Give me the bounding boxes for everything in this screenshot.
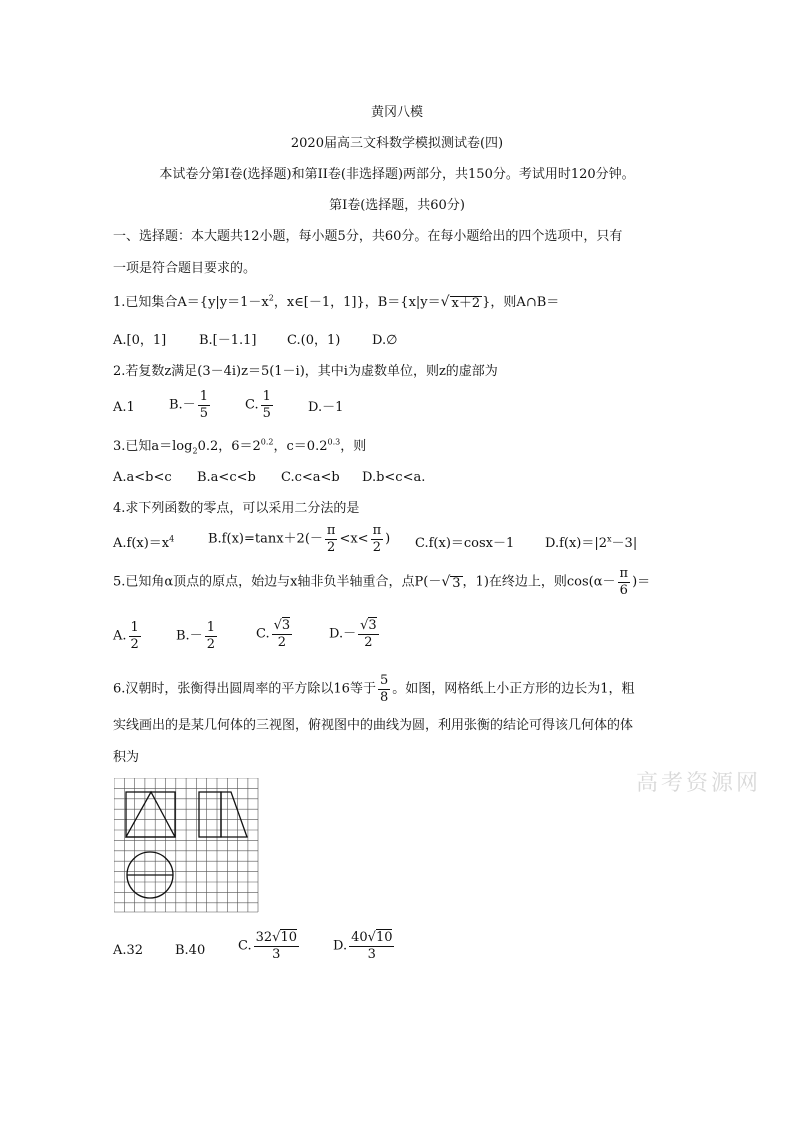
exam-org: 黄冈八模: [370, 105, 423, 120]
q5-stem-part-b: ，1)在终边上，则cos(α－: [462, 574, 616, 590]
q4-option-a-exponent: 4: [169, 534, 175, 544]
q6-option-c: [238, 931, 301, 961]
q5-option-c: [256, 619, 294, 649]
q3-stem-part-d: ，则: [340, 439, 367, 454]
q6-option-d-coefficient: 40: [351, 930, 368, 945]
q1-stem-part-b: ，x∈[－1，1]}，B＝{x|y＝: [273, 295, 441, 310]
fraction-numerator: π: [372, 523, 382, 538]
grid-lines: [114, 778, 258, 912]
q3-log-base: 2: [192, 446, 198, 456]
q6-option-c-coefficient: 32: [255, 930, 273, 945]
q5-option-b-prefix: B.－: [176, 628, 203, 644]
q3-option-a: A.a<b<c: [113, 470, 172, 485]
fraction-denominator: 2: [206, 636, 215, 652]
question-2-stem: 2.若复数z满足(3－4i)z＝5(1－i)，其中i为虚数单位，则z的虚部为: [113, 364, 498, 379]
q6-option-d-prefix: D.: [333, 938, 348, 954]
q3-stem-part-b: 0.2，6＝2: [197, 439, 261, 454]
q5-radical: [441, 575, 462, 590]
fraction-denominator: 2: [372, 539, 381, 555]
q5-option-d-prefix: D.－: [329, 626, 357, 642]
exam-title: 2020届高三文科数学模拟测试卷(四): [290, 136, 504, 151]
fraction-radicand: 3: [281, 618, 291, 633]
q1-radicand: x＋2: [451, 296, 481, 311]
fraction-denominator: 2: [364, 634, 373, 650]
q5-option-c-fraction: [272, 619, 293, 649]
q2-option-b-fraction: [198, 390, 210, 420]
sqrt-sign-icon: √: [441, 573, 451, 590]
q4-option-d: [545, 534, 638, 551]
q1-option-a: A.[0，1]: [113, 333, 167, 348]
q6-option-d-fraction: [349, 931, 394, 961]
fraction-denominator: 5: [199, 405, 208, 421]
fraction-denominator: 3: [367, 946, 376, 962]
q2-option-c-fraction: [261, 390, 273, 420]
fraction-numerator: 5: [379, 673, 389, 688]
fraction-denominator: 2: [327, 539, 336, 555]
q6-option-c-prefix: C.: [238, 938, 252, 954]
q4-option-b: [208, 524, 390, 554]
q6-option-a: A.32: [113, 943, 144, 958]
q3-exponent-1: 0.2: [260, 437, 274, 447]
q1-stem-exponent: 2: [268, 293, 274, 303]
sqrt-sign-icon: √: [273, 618, 282, 633]
fraction-radicand: 10: [375, 930, 393, 945]
question-4-stem: 4.求下列函数的零点，可以采用二分法的是: [113, 501, 360, 516]
question-6-line-3: 积为: [113, 750, 140, 765]
fraction-numerator: [272, 619, 293, 635]
q5-option-b-fraction: [205, 621, 217, 651]
fraction-numerator: 1: [199, 389, 208, 404]
fraction-radicand: 10: [280, 930, 298, 945]
q6-line-1-part-b: 。如图，网格纸上小正方形的边长为1，粗: [392, 681, 635, 697]
fraction-numerator: 1: [206, 620, 215, 635]
q1-stem-part-c: }，则A∩B＝: [482, 295, 560, 310]
question-5-stem: [113, 567, 650, 597]
q4-option-c: C.f(x)＝cosx－1: [415, 536, 515, 551]
fraction-denominator: 6: [619, 582, 628, 598]
question-6-line-2: 实线画出的是某几何体的三视图，俯视图中的曲线为圆，利用张衡的结论可得该几何体的体: [113, 718, 634, 733]
fraction-numerator: [349, 931, 394, 947]
q2-option-a: A.1: [113, 400, 135, 415]
q2-option-d: D.－1: [308, 400, 344, 415]
fraction-numerator: π: [619, 566, 629, 581]
instructions-line-1: 一、选择题：本大题共12小题，每小题5分，共60分。在每小题给出的四个选项中，只有: [113, 229, 623, 244]
q4-option-b-fraction-2: [371, 524, 384, 554]
q6-line-1-part-a: 6.汉朝时，张衡得出圆周率的平方除以16等于: [113, 681, 376, 697]
sqrt-sign-icon: √: [367, 930, 376, 945]
q1-option-c: C.(0，1): [287, 333, 341, 348]
fraction-radicand: 3: [368, 618, 377, 633]
q5-stem-part-a: 5.已知角α顶点的原点，始边与x轴非负半轴重合，点P(－: [113, 574, 442, 590]
q5-option-d: [329, 619, 381, 649]
q3-exponent-2: 0.3: [327, 437, 341, 447]
q6-line-1-fraction: [378, 674, 390, 704]
question-3-stem: [113, 437, 367, 456]
fraction-denominator: 2: [130, 636, 139, 652]
q4-option-d-part-a: D.f(x)＝|2: [545, 536, 608, 551]
fraction-numerator: π: [326, 523, 336, 538]
q1-radical: [441, 295, 483, 310]
q5-option-a-fraction: [129, 621, 141, 651]
sqrt-sign-icon: √: [440, 294, 450, 310]
q4-option-d-part-b: －3|: [611, 536, 638, 551]
fraction-numerator: 1: [262, 389, 271, 404]
q5-stem-part-c: )＝: [632, 574, 651, 590]
q3-option-b: B.a<c<b: [197, 470, 256, 485]
q5-option-a: [113, 621, 143, 651]
q5-stem-fraction: [618, 567, 631, 597]
fraction-denominator: 2: [277, 634, 287, 650]
q2-option-b-prefix: B.－: [169, 397, 196, 413]
fraction-denominator: 5: [262, 405, 271, 421]
q6-option-c-fraction: [254, 931, 299, 961]
q1-option-d: D.∅: [372, 333, 398, 348]
q4-option-b-fraction-1: [325, 524, 338, 554]
fraction-numerator: 1: [130, 620, 139, 635]
q2-option-c-prefix: C.: [245, 397, 259, 413]
q5-option-a-prefix: A.: [113, 628, 127, 644]
instructions-line-2: 一项是符合题目要求的。: [113, 261, 257, 276]
q4-option-b-mid: <x<: [339, 531, 369, 547]
q3-option-d: D.b<c<a.: [362, 470, 426, 485]
fraction-numerator: [358, 619, 379, 635]
q4-option-a: [113, 534, 175, 551]
q3-option-c: C.c<a<b: [281, 470, 340, 485]
q4-option-a-text: A.f(x)＝x: [113, 536, 170, 551]
q1-stem-part-a: 1.已知集合A＝{y|y＝1－x: [113, 295, 269, 310]
q2-option-b: [169, 390, 212, 420]
q6-option-b: B.40: [175, 943, 206, 958]
q1-option-b: B.[－1.1]: [199, 333, 257, 348]
q4-option-d-exponent: x: [607, 534, 612, 544]
q5-option-c-prefix: C.: [256, 626, 270, 642]
q5-option-d-fraction: [358, 619, 379, 649]
q5-radicand: 3: [452, 575, 461, 591]
sqrt-sign-icon: √: [272, 930, 281, 945]
question-1-stem: [113, 295, 559, 310]
q3-stem-part-a: 3.已知a＝log: [113, 439, 193, 454]
q2-option-c: [245, 390, 275, 420]
question-6-line-1: [113, 674, 635, 704]
fraction-numerator: [254, 931, 299, 947]
q4-option-b-end: ): [385, 531, 391, 547]
three-view-diagram: [114, 778, 262, 913]
watermark: 高考资源网: [636, 771, 762, 796]
q6-option-d: [333, 931, 396, 961]
fraction-denominator: 8: [379, 689, 389, 705]
q3-stem-part-c: ，c＝0.2: [273, 439, 328, 454]
q4-option-b-part-a: B.f(x)=tanx＋2(－: [208, 531, 323, 547]
section-title: 第I卷(选择题，共60分): [329, 198, 465, 213]
q5-option-b: [176, 621, 219, 651]
fraction-denominator: 3: [272, 946, 281, 962]
sqrt-sign-icon: √: [360, 618, 369, 633]
exam-intro: 本试卷分第I卷(选择题)和第II卷(非选择题)两部分，共150分。考试用时120分钟。: [159, 167, 635, 182]
